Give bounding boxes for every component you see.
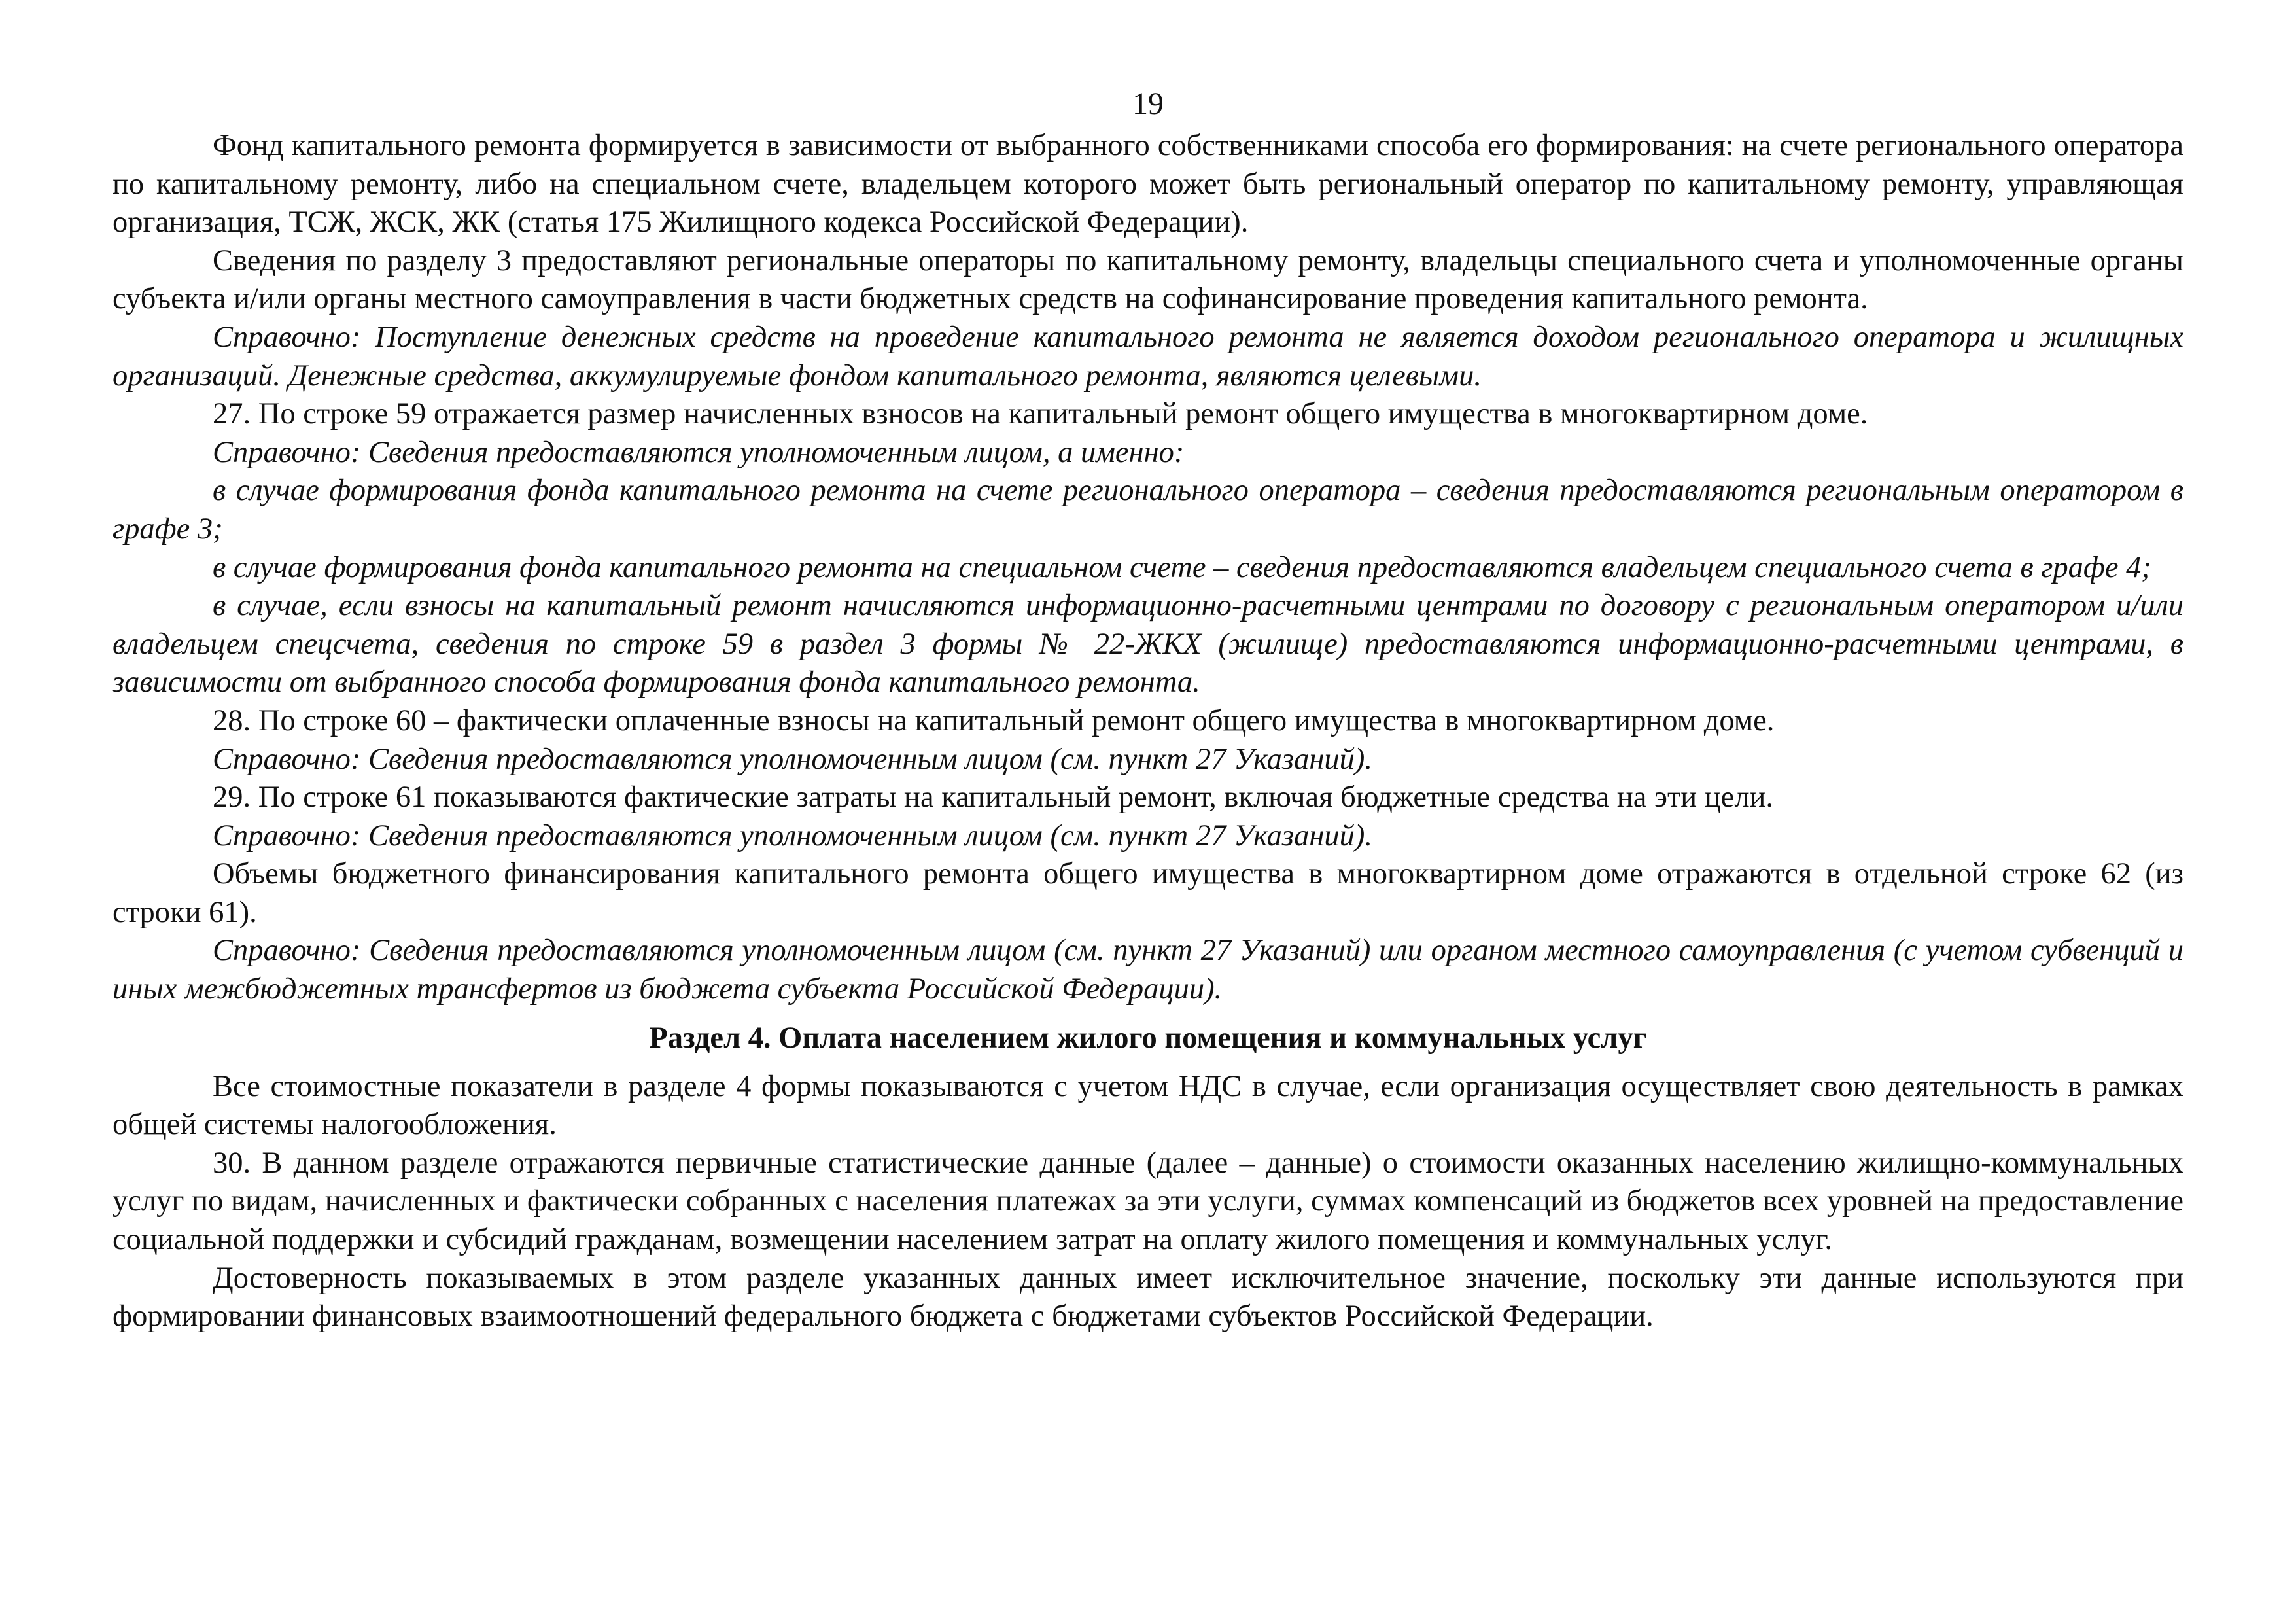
note-case-settlement-centers: в случае, если взносы на капитальный ремонт начисляются информационно-расчетными центрами по договору с региональным оператором и/или владельцем спецсчета, сведения по строке 59 в раздел 3 формы № 22-ЖКХ (жилище) предоставляются информационно-расчетными центрами, в зависимости от выбранного способа формирования фонда капитального ремонта.	[113, 589, 2183, 699]
paragraph-item-29: 29. По строке 61 показываются фактические затраты на капитальный ремонт, включая бюджетные средства на эти цели.	[213, 781, 1774, 815]
paragraph-item-28: 28. По строке 60 – фактически оплаченные взносы на капитальный ремонт общего имущества в многоквартирном доме.	[213, 703, 1775, 737]
note-item-29: Справочно: Сведения предоставляются уполномоченным лицом (см. пункт 27 Указаний).	[213, 819, 1372, 853]
paragraph-data-reliability: Достоверность показываемых в этом разделе указанных данных имеет исключительное значение, поскольку эти данные используются при формировании финансовых взаимоотношений федерального бюджета с бюджетами субъектов Российской Федерации.	[113, 1261, 2183, 1333]
paragraph-budget-financing: Объемы бюджетного финансирования капитального ремонта общего имущества в многоквартирном доме отражаются в отдельной строке 62 (из строки 61).	[113, 857, 2183, 929]
note-item-28: Справочно: Сведения предоставляются уполномоченным лицом (см. пункт 27 Указаний).	[213, 742, 1372, 776]
note-case-regional-operator: в случае формирования фонда капитального ремонта на счете регионального оператора – сведения предоставляются региональным оператором в графе 3;	[113, 474, 2183, 546]
note-authorized-person: Справочно: Сведения предоставляются уполномоченным лицом, а именно:	[213, 435, 1185, 469]
paragraph-section3-providers: Сведения по разделу 3 предоставляют региональные операторы по капитальному ремонту, владельцы специального счета и уполномоченные органы субъекта и/или органы местного самоуправления в части бюджетных средств на софинансирование проведения капитального ремонта.	[113, 243, 2183, 316]
paragraph-capital-repair-fund: Фонд капитального ремонта формируется в зависимости от выбранного собственниками способа его формирования: на счете регионального оператора по капитальному ремонту, либо на специальном счете, владельцем которого может быть региональный оператор по капитальному ремонту, управляющая организация, ТСЖ, ЖСК, ЖК (статья 175 Жилищного кодекса Российской Федерации).	[113, 129, 2183, 239]
paragraph-item-27: 27. По строке 59 отражается размер начисленных взносов на капитальный ремонт общего имущества в многоквартирном доме.	[213, 397, 1868, 431]
paragraph-vat: Все стоимостные показатели в разделе 4 формы показываются с учетом НДС в случае, если организация осуществляет свою деятельность в рамках общей системы налогообложения.	[113, 1069, 2183, 1142]
page-number: 19	[1132, 86, 1164, 121]
note-budget-financing: Справочно: Сведения предоставляются уполномоченным лицом (см. пункт 27 Указаний) или органом местного самоуправления (с учетом субвенций и иных межбюджетных трансфертов из бюджета субъекта Российской Федерации).	[113, 934, 2183, 1006]
paragraph-item-30: 30. В данном разделе отражаются первичные статистические данные (далее – данные) о стоимости оказанных населению жилищно-коммунальных услуг по видам, начисленных и фактически собранных с населения платежах за эти услуги, суммах компенсаций из бюджетов всех уровней на предоставление социальной поддержки и субсидий гражданам, возмещении населением затрат на оплату жилого помещения и коммунальных услуг.	[113, 1146, 2183, 1257]
note-not-income: Справочно: Поступление денежных средств на проведение капитального ремонта не является доходом регионального оператора и жилищных организаций. Денежные средства, аккумулируемые фондом капитального ремонта, являются целевыми.	[113, 320, 2183, 393]
document-page	[113, 85, 2183, 1336]
section-4-heading: Раздел 4. Оплата населением жилого помещения и коммунальных услуг	[649, 1021, 1647, 1055]
note-case-special-account: в случае формирования фонда капитального ремонта на специальном счете – сведения предоставляются владельцем специального счета в графе 4;	[213, 550, 2151, 584]
